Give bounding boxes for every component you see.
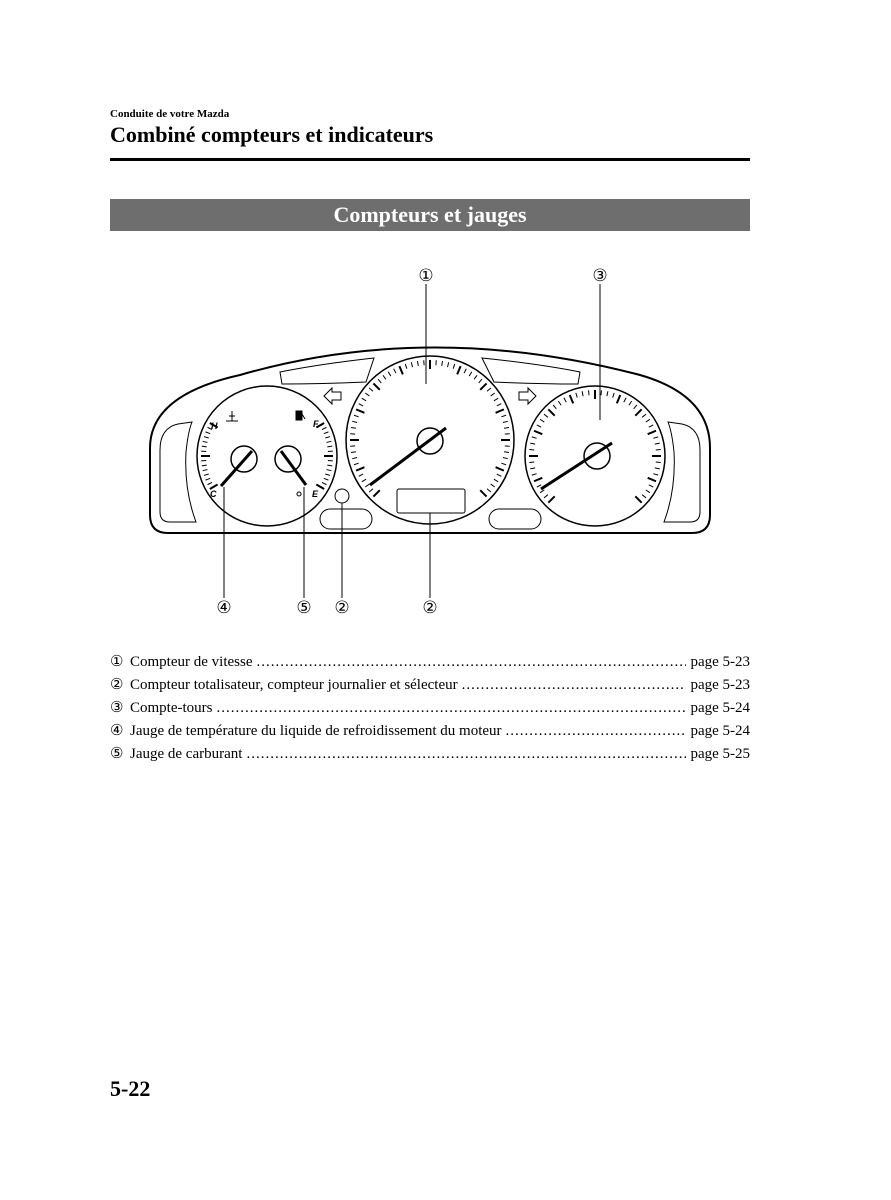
callout-bottom-2b: ②: [422, 598, 438, 617]
leader-dots: [246, 746, 686, 763]
leader-dots: [256, 654, 686, 671]
legend-item: [110, 744, 750, 767]
odometer-display: [397, 489, 465, 513]
left-bottom-pod: [320, 509, 372, 529]
right-top-trim: [482, 358, 580, 384]
callout-bottom-4: ④: [216, 598, 232, 617]
leader-dots: [506, 723, 687, 740]
legend-label: Jauge de température du liquide de refroidissement du moteur: [130, 723, 502, 739]
legend-mark: ④: [110, 723, 124, 739]
legend-label: Compte-tours: [130, 700, 213, 716]
legend-item: [110, 652, 750, 675]
right-turn-arrow-icon: [519, 388, 536, 404]
page-title: Combiné compteurs et indicateurs: [110, 122, 434, 147]
legend-mark: ⑤: [110, 746, 124, 762]
cold-mark: C: [210, 489, 217, 499]
legend-label: Jauge de carburant: [130, 746, 243, 762]
leader-dots: [217, 700, 687, 717]
instrument-cluster-diagram: [0, 255, 891, 635]
legend-list: [110, 652, 750, 767]
title-rule: [110, 158, 750, 161]
leader-dots: [462, 677, 687, 694]
legend-label: Compteur totalisateur, compteur journalier et sélecteur: [130, 677, 458, 693]
callout-top-1: ①: [418, 266, 434, 285]
callout-top-3: ③: [592, 266, 608, 285]
legend-label: Compteur de vitesse: [130, 654, 253, 670]
section-heading: Compteurs et jauges: [110, 199, 750, 231]
legend-item: [110, 675, 750, 698]
callout-bottom-2a: ②: [334, 598, 350, 617]
breadcrumb: Conduite de votre Mazda: [110, 108, 230, 120]
left-turn-arrow-icon: [324, 388, 341, 404]
speedometer: [346, 356, 514, 524]
legend-mark: ③: [110, 700, 124, 716]
legend-mark: ①: [110, 654, 124, 670]
legend-page-ref: page 5-23: [690, 677, 750, 693]
legend-mark: ②: [110, 677, 124, 693]
legend-page-ref: page 5-24: [690, 700, 750, 716]
right-bottom-pod: [489, 509, 541, 529]
temp-fuel-gauge: [197, 386, 337, 526]
trip-selector-knob: [335, 489, 349, 503]
legend-page-ref: page 5-25: [690, 746, 750, 762]
tachometer: [525, 386, 665, 526]
legend-page-ref: page 5-23: [690, 654, 750, 670]
page-number: 5-22: [110, 1076, 151, 1101]
hot-mark: H: [211, 421, 218, 431]
callout-bottom-5: ⑤: [296, 598, 312, 617]
legend-item: [110, 698, 750, 721]
legend-item: [110, 721, 750, 744]
empty-mark: E: [312, 489, 319, 499]
right-side-insert: [664, 422, 700, 522]
legend-page-ref: page 5-24: [690, 723, 750, 739]
full-mark: F: [313, 419, 319, 429]
left-side-insert: [160, 422, 196, 522]
